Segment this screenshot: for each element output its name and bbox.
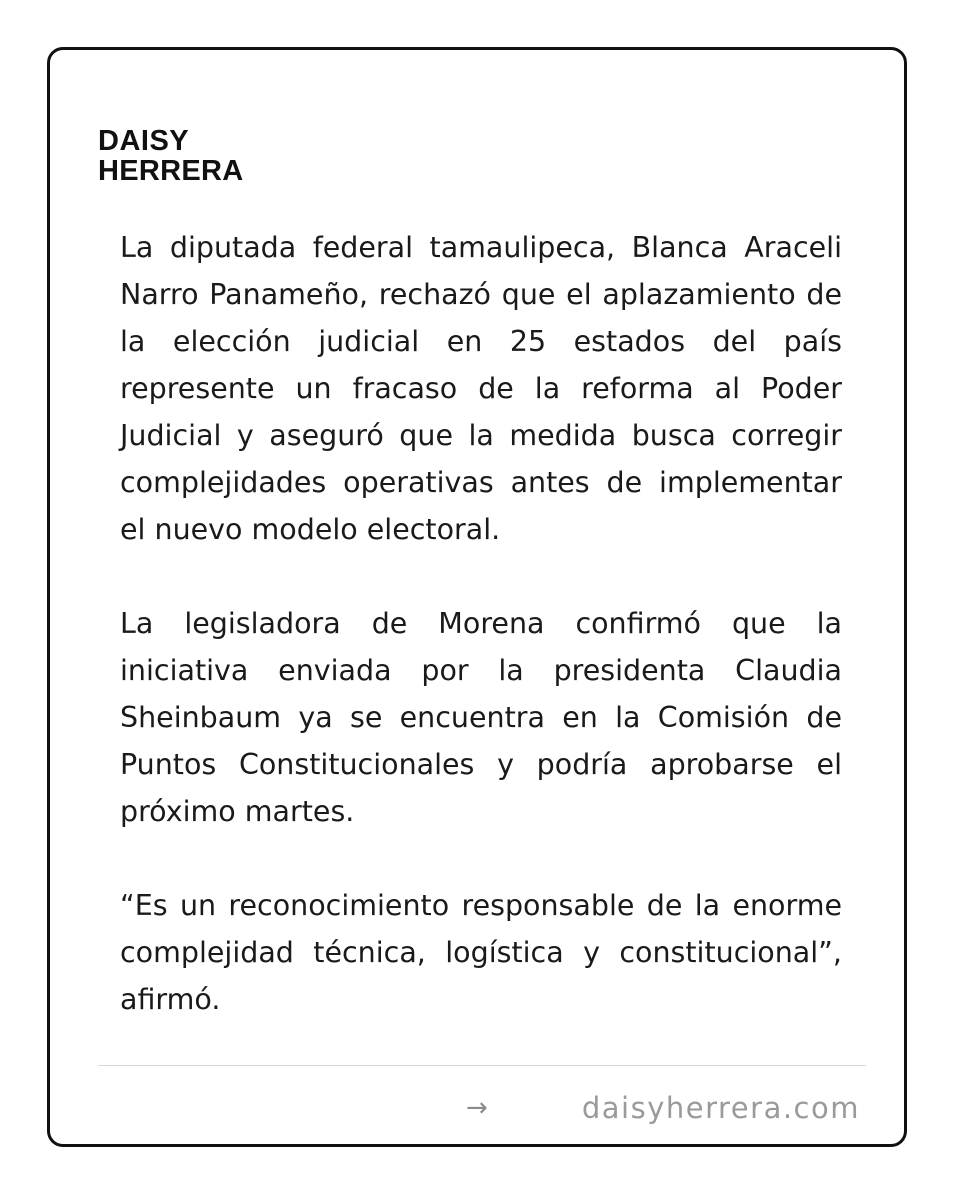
brand-last-name: HERRERA <box>98 155 244 187</box>
article-paragraph-1: La diputada federal tamaulipeca, Blanca Araceli Narro Panameño, rechazó que el aplazamiento de la elección judicial en 25 estados del país represente un fracaso de la reforma al Poder Judicial y aseguró que la medida busca corregir complejidades operativas antes de implementar el nuevo modelo electoral. <box>120 231 842 546</box>
arrow-right-icon: → <box>466 1093 488 1123</box>
brand-first-name: DAISY <box>98 125 190 157</box>
website-link[interactable]: daisyherrera.com <box>581 1091 860 1125</box>
article-body <box>120 224 842 1023</box>
footer-divider <box>98 1065 866 1066</box>
article-paragraph-2: La legisladora de Morena confirmó que la iniciativa enviada por la presidenta Claudia Sheinbaum ya se encuentra en la Comisión de Puntos Constitucionales y podría aprobarse el próximo martes. <box>120 607 842 828</box>
post-card <box>47 47 907 1147</box>
brand-logo <box>98 126 244 186</box>
article-paragraph-3: “Es un reconocimiento responsable de la enorme complejidad técnica, logística y constitucional”, afirmó. <box>120 889 842 1016</box>
